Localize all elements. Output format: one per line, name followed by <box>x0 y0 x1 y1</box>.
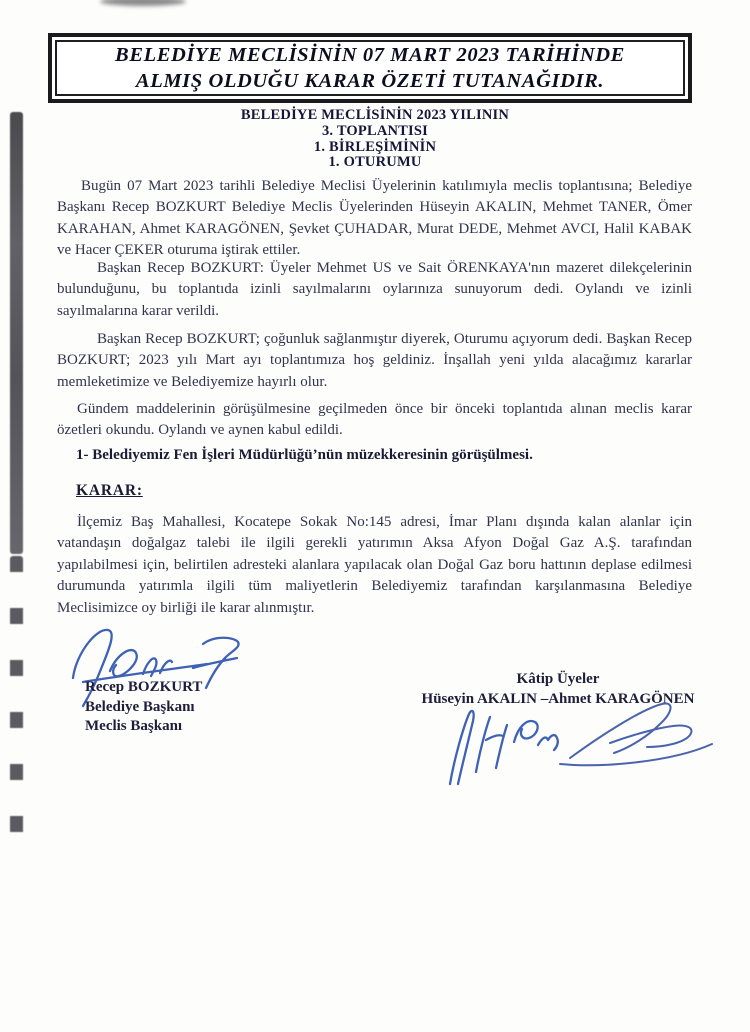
meeting-header-year: BELEDİYE MECLİSİNİN 2023 YILININ <box>240 107 510 123</box>
decision-heading: KARAR: <box>76 482 143 499</box>
meeting-header-sitting: 1. OTURUMU <box>328 154 422 171</box>
meeting-header-session: 3. TOPLANTISI <box>321 122 429 139</box>
signature-huseyin-akalin <box>438 700 568 792</box>
paragraph-session-opening: Başkan Recep BOZKURT; çoğunluk sağlanmıştır diyerek, Oturumu açıyorum dedi. Başkan Recep BOZKURT; 2023 yılı Mart ayı toplantımıza hoş geldiniz. İnşallah yeni yılda alacağımız kararlar memleketimize ve Belediyemize hayırlı olur. <box>57 331 692 390</box>
scan-smudge-top <box>100 0 186 6</box>
title-box <box>48 33 692 103</box>
document-title-line-1: BELEDİYE MECLİSİNİN 07 MART 2023 TARİHİNDE <box>115 44 625 66</box>
title-box-inner <box>55 40 685 96</box>
paragraph-previous-minutes: Gündem maddelerinin görüşülmesine geçilmeden önce bir önceki toplantıda alınan meclis karar özetleri okundu. Oylandı ve aynen kabul edildi. <box>57 401 692 439</box>
mayor-name: Recep BOZKURT <box>85 679 203 695</box>
scan-left-edge-dashes <box>10 556 23 836</box>
clerks-names: Hüseyin AKALIN –Ahmet KARAGÖNEN <box>421 690 695 707</box>
scan-left-edge-bar <box>10 112 23 554</box>
mayor-role-1: Belediye Başkanı <box>85 698 195 715</box>
paragraph-attendance: Bugün 07 Mart 2023 tarihli Belediye Meclisi Üyelerinin katılımıyla meclis toplantısına; Belediye Başkanı Recep BOZKURT Belediye Meclis Üyelerinden Hüseyin AKALIN, Mehmet TANER, Ömer KARAHAN, Ahmet KARAGÖNEN, Şevket ÇUHADAR, Murat DEDE, Mehmet AVCI, Halil KABAK ve Hacer ÇEKER oturuma iştirak ettiler. <box>57 178 692 259</box>
meeting-header-assembly: 1. BİRLEŞİMİNİN <box>313 138 437 155</box>
agenda-item-1: 1- Belediyemiz Fen İşleri Müdürlüğü’nün müzekkeresinin görüşülmesi. <box>76 447 533 463</box>
document-title-line-2: ALMIŞ OLDUĞU KARAR ÖZETİ TUTANAĞIDIR. <box>135 70 605 92</box>
mayor-role-2: Meclis Başkanı <box>85 718 183 735</box>
decision-paragraph: İlçemiz Baş Mahallesi, Kocatepe Sokak No:145 adresi, İmar Planı dışında kalan alanlar için vatandaşın doğalgaz talebi ile ilgili gerekli yatırımın Aksa Afyon Doğal Gaz A.Ş. tarafından yapılabilmesi için, belirtilen adresteki alanlara yapılacak olan Doğal Gaz boru hattının deplase edilmesi durumunda yatırımla ilgili tüm maliyetlerin Belediyemiz tarafından karşılanmasına Belediye Meclisimizce oy birliği ile karar alınmıştır. <box>57 514 692 616</box>
signature-ahmet-karagonen <box>552 694 717 772</box>
meeting-header <box>0 108 750 171</box>
signature-block-mayor <box>85 678 202 737</box>
paragraph-excused-members: Başkan Recep BOZKURT: Üyeler Mehmet US ve Sait ÖRENKAYA'nın mazeret dilekçelerinin bulunduğunu, bu toplantıda izinli sayılmalarını oylarınıza sunuyorum dedi. Oylandı ve izinli sayılmalarına karar verildi. <box>57 260 692 319</box>
clerks-heading: Kâtip Üyeler <box>516 671 600 687</box>
